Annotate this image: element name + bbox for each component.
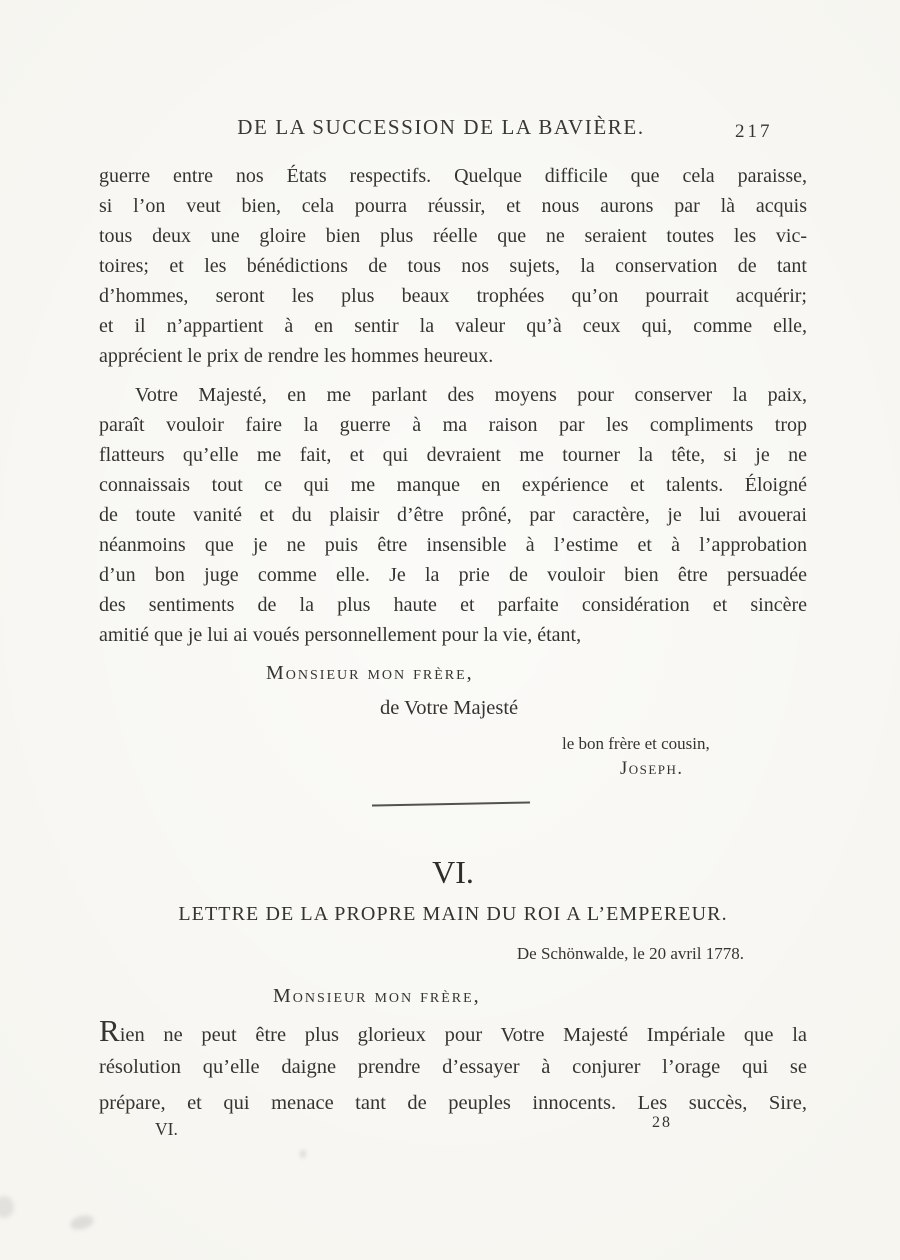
- section-title: LETTRE DE LA PROPRE MAIN DU ROI A L’EMPEREUR.: [178, 903, 728, 925]
- initial-capital: R: [99, 1013, 120, 1048]
- scan-smudge: [0, 1196, 14, 1218]
- section-divider-rule: [372, 801, 530, 806]
- text-line: Votre Majesté, en me parlant des moyens pour conserver la paix,: [135, 384, 807, 406]
- text-line: toires; et les bénédictions de tous nos sujets, la conservation de tant: [99, 255, 807, 277]
- letter-salutation: Monsieur mon frère,: [273, 985, 481, 1007]
- text-line: guerre entre nos États respectifs. Quelque difficile que cela paraisse,: [99, 165, 807, 187]
- text-line: apprécient le prix de rendre les hommes heureux.: [99, 345, 494, 367]
- text-line: de toute vanité et du plaisir d’être prôné, par caractère, je lui avouerai: [99, 504, 807, 526]
- text-line: paraît vouloir faire la guerre à ma raison par les compliments trop: [99, 414, 807, 436]
- text-line: et il n’appartient à en sentir la valeur qu’à ceux qui, comme elle,: [99, 315, 807, 337]
- text-line: connaissais tout ce qui me manque en expérience et talents. Éloigné: [99, 474, 807, 496]
- section-number: VI.: [432, 854, 474, 890]
- closing-salutation: Monsieur mon frère,: [266, 662, 474, 684]
- scan-smudge: [69, 1213, 96, 1232]
- text-line: [99, 1013, 807, 1049]
- text-line: des sentiments de la plus haute et parfaite considération et sincère: [99, 594, 807, 616]
- text-line: néanmoins que je ne puis être insensible à l’estime et à l’approbation: [99, 534, 807, 556]
- letter-v-paragraph-2: [99, 380, 807, 650]
- closing-from-line: de Votre Majesté: [380, 697, 519, 719]
- text-line: flatteurs qu’elle me fait, et qui devraient me tourner la tête, si je ne: [99, 444, 807, 466]
- letter-dateline: De Schönwalde, le 20 avril 1778.: [516, 944, 744, 963]
- closing-relation-line: le bon frère et cousin,: [562, 734, 710, 753]
- text-line: amitié que je lui ai voués personnellement pour la vie, étant,: [99, 624, 582, 646]
- closing-signature: Joseph.: [620, 759, 684, 779]
- text-line: si l’on veut bien, cela pourra réussir, et nous aurons par là acquis: [99, 195, 807, 217]
- text-line: d’hommes, seront les plus beaux trophées qu’on pourrait acquérir;: [99, 285, 807, 307]
- text-line: prépare, et qui menace tant de peuples innocents. Les succès, Sire,: [99, 1092, 807, 1114]
- text-line: résolution qu’elle daigne prendre d’essayer à conjurer l’orage qui se: [99, 1056, 807, 1078]
- footer-sheet-number: 28: [652, 1114, 672, 1131]
- letter-v-paragraph-1: [99, 161, 807, 371]
- letter-vi-paragraph-1: [99, 1013, 807, 1121]
- text-line: tous deux une gloire bien plus réelle que ne seraient toutes les vic-: [99, 225, 807, 247]
- running-header-title: DE LA SUCCESSION DE LA BAVIÈRE.: [237, 115, 645, 139]
- page-number: 217: [735, 121, 773, 142]
- scan-smudge: [300, 1150, 306, 1158]
- text-line-rest: ien ne peut être plus glorieux pour Votre Majesté Impériale que la: [119, 1024, 807, 1046]
- text-line: d’un bon juge comme elle. Je la prie de vouloir bien être persuadée: [99, 564, 807, 586]
- footer-volume-mark: VI.: [155, 1119, 178, 1139]
